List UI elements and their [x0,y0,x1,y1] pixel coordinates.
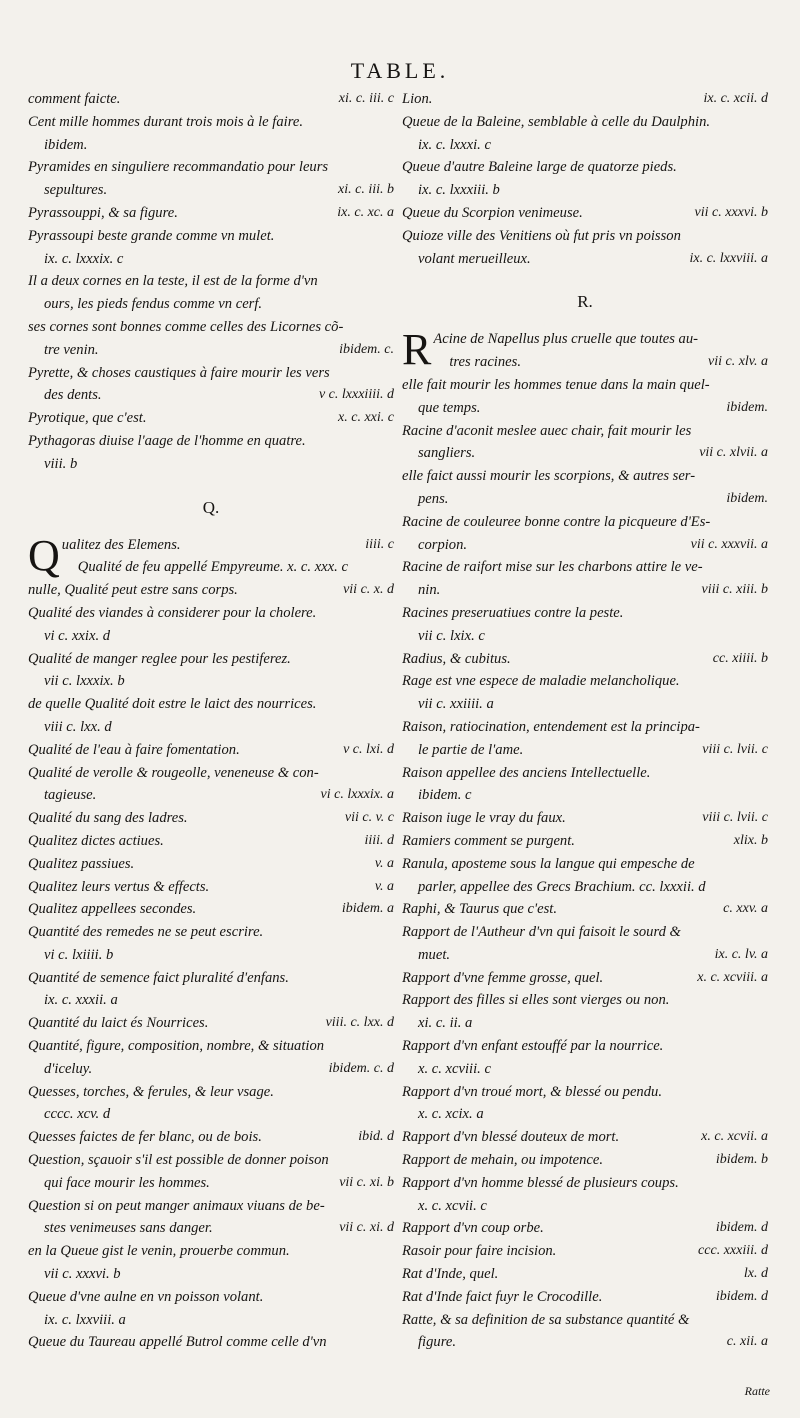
entry-line: Qualité des viandes à considerer pour la cholere. [28,604,317,621]
entry-reference: ibidem. c. d [328,1060,394,1076]
index-entry [28,876,394,899]
entry-reference: vii c. xi. b [339,1174,394,1190]
index-entry [402,807,768,830]
index-entry [28,1081,394,1127]
entry-line: vii c. xxiiii. a [418,696,494,713]
entry-line: Rage est vne espece de maladie melancholique. [402,673,680,690]
entry-line: Qualité de l'eau à faire fomentation. [28,741,240,758]
entry-line: vi c. xxix. d [44,627,111,644]
entry-line: Il a deux cornes en la teste, il est de la forme d'vn [28,273,318,290]
entry-line: Acine de Napellus plus cruelle que toutes au- [433,331,699,348]
index-entry [28,1012,394,1035]
entry-line: cccc. xcv. d [44,1106,111,1123]
entry-line: Ranula, aposteme sous la langue qui empesche de [402,855,695,872]
entry-reference: v. a [374,878,394,894]
entry-reference: ix. c. lv. a [714,946,768,962]
entry-line: Qualitez passiues. [28,855,135,872]
index-entry [402,921,768,967]
entry-line: Qualitez dictes actiues. [28,832,164,849]
entry-line: de quelle Qualité doit estre le laict des nourrices. [28,696,317,713]
entry-line: x. c. xcvii. c [418,1197,487,1214]
entry-line: xi. c. ii. a [418,1015,473,1032]
entry-line: Rat d'Inde, quel. [402,1266,499,1283]
index-entry [28,1195,394,1241]
right-entries-r [402,325,768,1354]
entry-line: Rapport d'vn blessé douteux de mort. [402,1129,620,1146]
entry-reference: vi c. lxxxix. a [320,787,394,803]
index-entry [28,898,394,921]
entry-line: viii. b [44,455,78,472]
entry-line: Qualité du sang des ladres. [28,810,188,827]
index-entry [402,1217,768,1240]
entry-reference: c. xii. a [726,1334,768,1350]
entry-line: Quantité de semence faict pluralité d'enfans. [28,969,289,986]
index-entry [28,921,394,967]
entry-reference: ibidem. [726,490,768,506]
entry-line: Qualitez appellees secondes. [28,901,197,918]
entry-line: Radius, & cubitus. [402,650,511,667]
index-entry [402,465,768,511]
entry-reference: cc. xiiii. b [712,650,768,666]
entry-reference: ibidem. b [715,1152,768,1168]
index-entry [28,270,394,316]
entry-line: Queue du Scorpion venimeuse. [402,204,583,221]
index-entry [28,602,394,648]
entry-line: des dents. [44,387,102,404]
entry-line: Raison, ratiocination, entendement est la principa- [402,718,700,735]
index-entry [28,739,394,762]
entry-line: Quantité, figure, composition, nombre, & situation [28,1038,325,1055]
entry-line: vi c. lxiiii. b [44,946,114,963]
index-entry [28,830,394,853]
index-entry [402,556,768,602]
entry-line: nulle, Qualité peut estre sans corps. [28,582,238,599]
index-entry [402,420,768,466]
catchword: Ratte [744,1384,770,1398]
entry-line: Rat d'Inde faict fuyr le Crocodille. [402,1288,603,1305]
entry-line: stes venimeuses sans danger. [44,1220,213,1237]
index-entry [402,602,768,648]
entry-line: ibidem. [44,136,88,153]
entry-line: ix. c. xxxii. a [44,992,118,1009]
entry-line: qui face mourir les hommes. [44,1174,210,1191]
index-entry [402,1240,768,1263]
entry-line: sepultures. [44,182,108,199]
index-entry [402,1172,768,1218]
entry-reference: ibidem. [726,399,768,415]
index-entry [402,202,768,225]
index-entry [402,989,768,1035]
entry-line: Raison appellee des anciens Intellectuelle. [402,764,651,781]
entry-line: tagieuse. [44,787,97,804]
index-entry [402,1081,768,1127]
entry-line: d'iceluy. [44,1060,93,1077]
entry-line: ualitez des Elemens. [61,536,181,553]
entry-reference: ibidem. d [715,1288,768,1304]
section-letter-q: Q. [202,497,220,517]
entry-line: en la Queue gist le venin, prouerbe commun. [28,1243,290,1260]
entry-reference: vii c. x. d [343,582,394,598]
entry-line: volant merueilleux. [418,250,531,267]
entry-line: Quioze ville des Venitiens où fut pris vn poisson [402,227,681,244]
entry-line: Quantité du laict és Nourrices. [28,1015,209,1032]
entry-reference: xi. c. iii. c [338,91,394,106]
right-entries-q [402,88,768,270]
entry-line: Lion. [402,91,433,107]
entry-reference: viii c. lvii. c [702,741,768,757]
left-entries-p [28,88,394,476]
entry-line: Rapport d'vn enfant estouffé par la nourrice. [402,1038,664,1055]
index-entry [28,88,394,111]
entry-line: Qualité de manger reglee pour les pestiferez. [28,650,291,667]
entry-line: ibidem. c [418,787,472,804]
entry-line: muet. [418,946,451,963]
entry-line: Qualitez leurs vertus & effects. [28,878,210,895]
index-entry [28,156,394,202]
entry-reference: ix. c. lxxviii. a [689,250,768,266]
index-entry [402,1149,768,1172]
entry-line: pens. [418,490,449,507]
entry-line: Pyrette, & choses caustiques à faire mourir les vers [28,364,330,381]
index-entry [28,556,394,579]
entry-line: Rapport d'vn homme blessé de plusieurs coups. [402,1174,679,1191]
entry-line: Rapport de mehain, ou impotence. [402,1152,604,1169]
entry-reference: viii c. lvii. c [702,810,768,826]
entry-line: Rapport des filles si elles sont vierges ou non. [402,992,670,1009]
entry-line: Rapport d'vn coup orbe. [402,1220,544,1237]
entry-reference: vii c. v. c [344,810,394,826]
entry-reference: vii c. xlvii. a [699,445,768,461]
entry-reference: v c. lxxxiiii. d [318,387,394,403]
entry-line: Ramiers comment se purgent. [402,832,575,849]
entry-reference: ibidem. c. [339,341,394,357]
entry-line: Rapport d'vne femme grosse, quel. [402,969,604,986]
entry-line: elle fait mourir les hommes tenue dans la main quel- [402,376,710,393]
entry-reference: vii c. xxxvii. a [690,536,768,552]
index-entry [402,967,768,990]
entry-line: Qualité de verolle & rougeolle, veneneuse & con- [28,764,319,781]
entry-line: Racine de raifort mise sur les charbons attire le ve- [402,559,703,576]
entry-line: Queue d'vne aulne en vn poisson volant. [28,1288,264,1305]
entry-line: Queue du Taureau appellé Butrol comme celle d'vn [28,1334,327,1351]
index-entry [28,579,394,602]
index-entry [28,1331,394,1354]
index-entry [28,762,394,808]
index-entry [402,325,768,375]
index-entry [402,716,768,762]
left-entries-q [28,530,394,1355]
entry-line: elle faict aussi mourir les scorpions, & autres ser- [402,468,696,485]
entry-reference: vii c. xi. d [339,1220,394,1236]
entry-reference: viii c. xiii. b [701,582,768,598]
right-column [402,88,768,1354]
index-entry [28,362,394,408]
index-entry [28,225,394,271]
index-entry [28,967,394,1013]
entry-line: sangliers. [418,445,476,462]
index-entry [402,374,768,420]
entry-line: le partie de l'ame. [418,741,524,758]
index-entry [402,830,768,853]
entry-reference: viii. c. lxx. d [325,1015,394,1031]
index-entry [28,407,394,430]
index-entry [402,853,768,899]
entry-line: Racine de couleuree bonne contre la picqueure d'Es- [402,513,711,530]
index-entry [402,511,768,557]
entry-reference: vii c. xxxvi. b [694,204,768,220]
entry-line: vii c. lxxxix. b [44,673,125,690]
entry-line: x. c. xcix. a [418,1106,484,1123]
drop-capital: R [402,325,432,375]
entry-line: tres racines. [449,354,521,371]
entry-reference: ix. c. xc. a [337,204,394,220]
entry-reference: v c. lxi. d [343,741,394,757]
entry-line: Racines preseruatiues contre la peste. [402,604,624,621]
index-entry [28,807,394,830]
entry-line: ix. c. lxxviii. a [44,1311,126,1328]
index-entry [402,111,768,157]
entry-line: Queue de la Baleine, semblable à celle du Daulphin. [402,113,711,130]
entry-line: parler, appellee des Grecs Brachium. cc. lxxxii. d [418,878,706,895]
index-entry [402,1309,768,1355]
entry-line: Quesses, torches, & ferules, & leur vsage. [28,1083,274,1100]
index-entry [28,430,394,476]
entry-reference: ix. c. xcii. d [703,91,768,106]
index-entry [402,1263,768,1286]
entry-line: Rasoir pour faire incision. [402,1243,557,1260]
index-entry [28,202,394,225]
index-entry [402,88,768,111]
index-entry [402,1286,768,1309]
left-column [28,88,394,1354]
entry-reference: x. c. xcvii. a [701,1129,768,1145]
entry-reference: vii c. xlv. a [708,354,768,370]
index-entry [28,853,394,876]
entry-line: tre venin. [44,341,99,358]
entry-line: Cent mille hommes durant trois mois à le faire. [28,113,303,130]
index-entry [402,1035,768,1081]
index-entry [402,898,768,921]
entry-reference: iiii. c [365,536,394,552]
index-entry [402,648,768,671]
index-entry [402,1126,768,1149]
entry-reference: lx. d [743,1266,768,1282]
index-entry [28,1126,394,1149]
entry-line: Pyrassoupi beste grande comme vn mulet. [28,227,275,244]
entry-line: ix. c. lxxxi. c [418,136,491,153]
entry-line: figure. [418,1334,456,1351]
index-entry [28,316,394,362]
entry-line: Raison iuge le vray du faux. [402,810,566,827]
entry-line: Pyramides en singuliere recommandatio pour leurs [28,159,329,176]
index-entry [28,648,394,694]
entry-line: ix. c. lxxxix. c [44,250,124,267]
index-entry [28,1240,394,1286]
entry-line: Question, sçauoir s'il est possible de donner poison [28,1152,329,1169]
entry-line: x. c. xcviii. c [418,1060,491,1077]
index-entry [28,1149,394,1195]
entry-line: Pyrotique, que c'est. [28,410,147,427]
entry-reference: iiii. d [364,832,394,848]
entry-line: Racine d'aconit meslee auec chair, fait mourir les [402,422,692,439]
entry-line: vii c. lxix. c [418,627,485,644]
entry-line: ses cornes sont bonnes comme celles des Licornes cõ- [28,318,344,335]
entry-line: Question si on peut manger animaux viuans de be- [28,1197,325,1214]
entry-reference: ccc. xxxiii. d [698,1243,768,1259]
entry-line: Quantité des remedes ne se peut escrire. [28,924,264,941]
page-header: TABLE. [350,58,450,83]
entry-reference: ibidem. d [715,1220,768,1236]
index-entry [402,156,768,202]
entry-reference: ibid. d [358,1129,394,1145]
index-entry [402,670,768,716]
entry-line: Quesses faictes de fer blanc, ou de bois. [28,1129,262,1146]
drop-capital: Q [28,530,60,580]
index-entry [28,111,394,157]
entry-reference: xi. c. iii. b [338,182,394,198]
entry-line: Queue d'autre Baleine large de quatorze pieds. [402,159,677,176]
index-entry [28,1286,394,1332]
entry-line: nin. [418,582,441,599]
entry-line: Qualité de feu appellé Empyreume. x. c. xxx. c [77,559,348,576]
index-entry [402,762,768,808]
entry-line: ours, les pieds fendus comme vn cerf. [44,296,263,313]
entry-line: Raphi, & Taurus que c'est. [402,901,558,918]
entry-reference: v. a [374,855,394,871]
entry-line: Rapport d'vn troué mort, & blessé ou pendu. [402,1083,662,1100]
entry-reference: c. xxv. a [723,901,768,917]
entry-line: Rapport de l'Autheur d'vn qui faisoit le sourd & [402,924,681,941]
entry-reference: x. c. xxi. c [338,410,394,426]
entry-line: comment faicte. [28,91,121,107]
entry-reference: x. c. xcviii. a [697,969,768,985]
entry-line: Pythagoras diuise l'aage de l'homme en quatre. [28,432,306,449]
section-letter-r: R. [577,292,593,312]
entry-line: que temps. [418,399,481,416]
entry-line: viii c. lxx. d [44,718,112,735]
entry-line: Ratte, & sa definition de sa substance quantité & [402,1311,690,1328]
index-entry [28,693,394,739]
entry-line: corpion. [418,536,468,553]
entry-line: vii c. xxxvi. b [44,1266,121,1283]
index-entry [28,1035,394,1081]
entry-reference: xlix. b [733,832,768,848]
entry-line: ix. c. lxxxiii. b [418,182,500,199]
entry-reference: ibidem. a [341,901,394,917]
entry-line: Pyrassouppi, & sa figure. [28,204,178,221]
index-entry [402,225,768,271]
